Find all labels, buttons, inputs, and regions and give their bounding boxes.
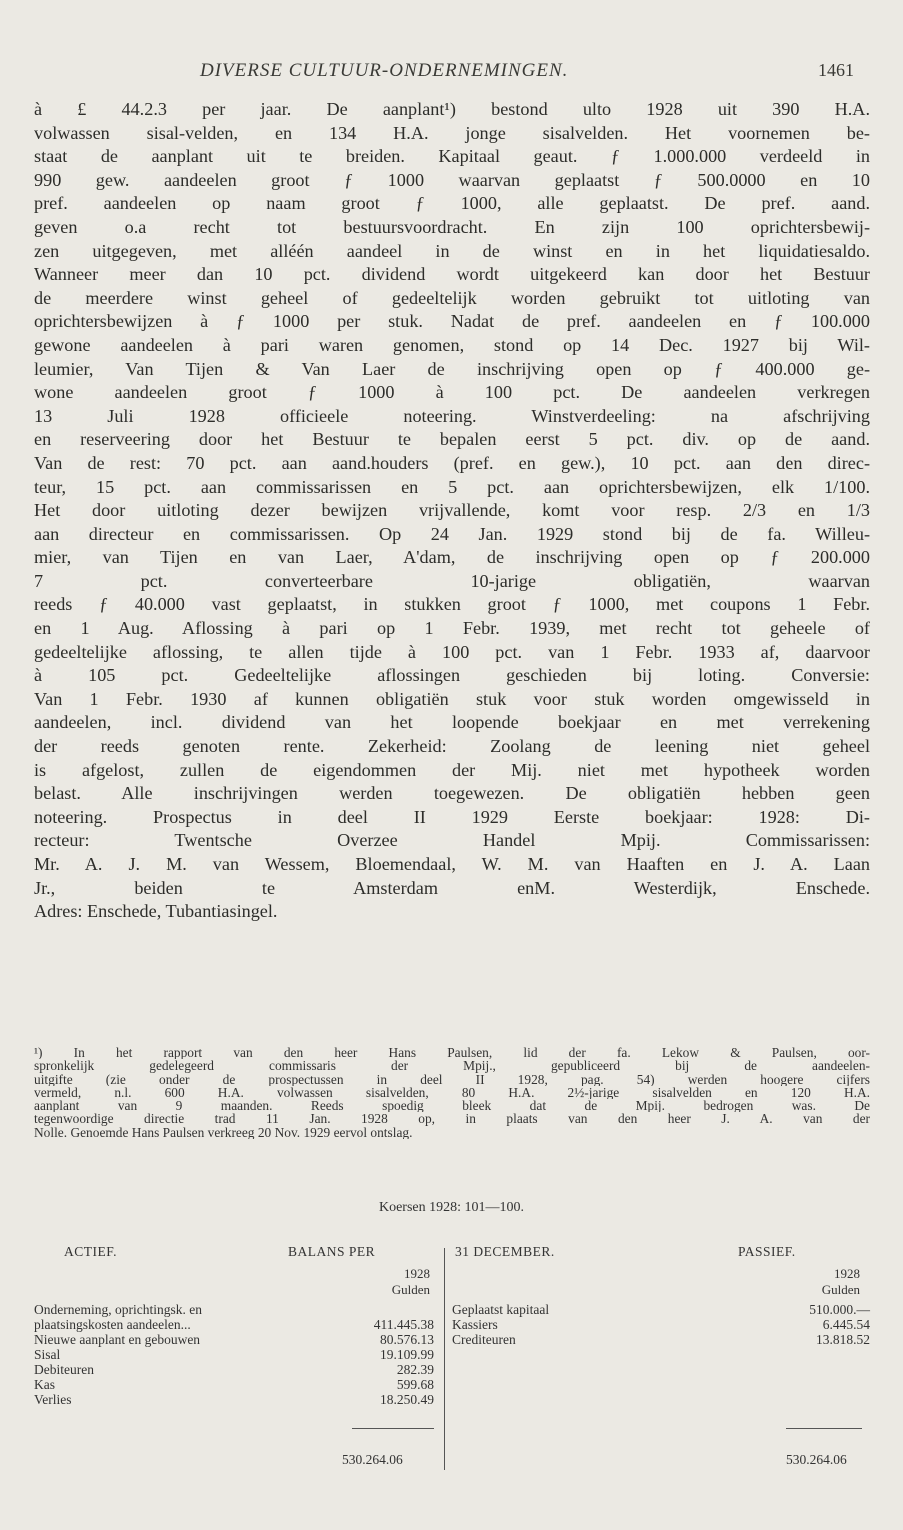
assets-amount: 18.250.49	[380, 1392, 434, 1407]
body-line: pref. aandeelen op naam groot ƒ 1000, alle geplaatst. De pref. aand.	[34, 193, 870, 214]
footnote-line: ¹) In het rapport van den heer Hans Paulsen, lid der fa. Lekow & Paulsen, oor-	[34, 1046, 870, 1060]
body-line: Het door uitloting dezer bewijzen vrijvallende, komt voor resp. 2/3 en 1/3	[34, 500, 870, 521]
assets-currency: Gulden	[391, 1282, 430, 1297]
footnote-line: tegenwoordige directie trad 11 Jan. 1928 op, in plaats van den heer J. A. van der	[34, 1112, 870, 1126]
footnote-line: vermeld, n.l. 600 H.A. volwassen sisalvelden, 80 H.A. 2½-jarige sisalvelden en 120 H.A.	[34, 1085, 870, 1100]
assets-total-rule	[352, 1428, 434, 1429]
assets-row	[34, 1362, 434, 1377]
footnote-line: uitgifte (zie onder de prospectussen in deel II 1928, pag. 54) werden hoogere cijfers	[34, 1072, 870, 1086]
assets-label: Onderneming, oprichtingsk. en	[34, 1302, 202, 1317]
column-divider	[444, 1248, 445, 1470]
body-line: gedeeltelijke aflossing, te allen tijde à 100 pct. van 1 Febr. 1933 af, daarvoor	[34, 641, 870, 662]
body-line: 7 pct. converteerbare 10-jarige obligatiën, waarvan	[34, 570, 870, 591]
footnote-line: Nolle. Genoemde Hans Paulsen verkreeg 20 Nov. 1929 eervol ontslag.	[34, 1125, 413, 1140]
body-line: Jr., beiden te Amsterdam enM. Westerdijk, Enschede.	[34, 877, 870, 898]
page-number: 1461	[818, 60, 854, 80]
body-line: Wanneer meer dan 10 pct. dividend wordt uitgekeerd kan door het Bestuur	[34, 264, 870, 285]
body-line: 990 gew. aandeelen groot ƒ 1000 waarvan geplaatst ƒ 500.0000 en 10	[34, 169, 870, 190]
koersen-line: Koersen 1928: 101—100.	[378, 1200, 525, 1215]
body-line: belast. Alle inschrijvingen werden toegewezen. De obligatiën hebben geen	[34, 783, 870, 804]
assets-row	[34, 1392, 434, 1407]
assets-amount: 411.445.38	[373, 1317, 434, 1332]
body-line: en 1 Aug. Aflossing à pari op 1 Febr. 1939, met recht tot geheele of	[34, 618, 870, 639]
body-line: zen uitgegeven, met alléén aandeel in de winst en in het liquidatiesaldo.	[34, 240, 870, 261]
assets-row	[34, 1377, 434, 1392]
liabilities-currency: Gulden	[821, 1282, 860, 1297]
assets-amount: 282.39	[396, 1362, 434, 1377]
body-line: Adres: Enschede, Tubantiasingel.	[34, 901, 278, 922]
actief-heading: ACTIEF.	[64, 1244, 118, 1259]
body-line: Mr. A. J. M. van Wessem, Bloemendaal, W. M. van Haaften en J. A. Laan	[34, 854, 870, 874]
assets-label: Nieuwe aanplant en gebouwen	[34, 1332, 201, 1347]
footnote	[34, 1046, 870, 1139]
body-line: Van de rest: 70 pct. aan aand.houders (pref. en gew.), 10 pct. aan den direc-	[34, 452, 870, 473]
liabilities-row	[452, 1302, 870, 1317]
liabilities-row	[452, 1317, 870, 1332]
body-line: der reeds genoten rente. Zekerheid: Zoolang de leening niet geheel	[34, 736, 870, 757]
body-line: de meerdere winst geheel of gedeeltelijk worden gebruikt tot uitloting van	[34, 287, 870, 308]
body-line: à 105 pct. Gedeeltelijke aflossingen geschieden bij loting. Conversie:	[34, 665, 870, 686]
body-line: oprichtersbewijzen à ƒ 1000 per stuk. Nadat de pref. aandeelen en ƒ 100.000	[34, 311, 870, 332]
footnote-line: spronkelijk gedelegeerd commissaris der Mpij., gepubliceerd bij de aandeelen-	[34, 1059, 870, 1073]
body-line: wone aandeelen groot ƒ 1000 à 100 pct. De aandeelen verkregen	[34, 382, 870, 403]
body-line: staat de aanplant uit te breiden. Kapitaal geaut. ƒ 1.000.000 verdeeld in	[34, 146, 870, 167]
footnote-line: aanplant van 9 maanden. Reeds spoedig bleek dat de Mpij. bedrogen was. De	[34, 1099, 870, 1113]
assets-amount: 80.576.13	[380, 1332, 434, 1347]
body-line: recteur: Twentsche Overzee Handel Mpij. Commissarissen:	[34, 830, 870, 851]
body-line: 13 Juli 1928 officieele noteering. Winstverdeeling: na afschrijving	[34, 405, 870, 426]
assets-label: Kas	[34, 1377, 55, 1392]
liabilities-amount: 13.818.52	[816, 1332, 870, 1347]
assets-row	[34, 1317, 434, 1332]
body-line: is afgelost, zullen de eigendommen der Mij. niet met hypotheek worden	[34, 759, 870, 780]
body-line: Van 1 Febr. 1930 af kunnen obligatiën stuk voor stuk worden omgewisseld in	[34, 688, 870, 709]
passief-heading: PASSIEF.	[738, 1244, 796, 1259]
header-title: DIVERSE CULTUUR-ONDERNEMINGEN.	[200, 60, 569, 81]
assets-amount: 19.109.99	[380, 1347, 434, 1362]
assets-row	[34, 1347, 434, 1362]
body-line: aandeelen, incl. dividend van het loopende boekjaar en met verrekening	[34, 712, 870, 733]
assets-year: 1928	[404, 1266, 430, 1281]
liabilities-label: Crediteuren	[452, 1332, 516, 1347]
assets-label: plaatsingskosten aandeelen...	[34, 1317, 191, 1332]
running-header	[0, 50, 903, 90]
body-line: volwassen sisal-velden, en 134 H.A. jonge sisalvelden. Het voornemen be-	[34, 122, 870, 143]
assets-label: Verlies	[34, 1392, 72, 1407]
assets-total: 530.264.06	[342, 1452, 403, 1467]
body-line: geven o.a recht tot bestuursvoordracht. En zijn 100 oprichtersbewij-	[34, 216, 870, 237]
body-line: à £ 44.2.3 per jaar. De aanplant¹) bestond ulto 1928 uit 390 H.A.	[34, 99, 870, 119]
liabilities-label: Geplaatst kapitaal	[452, 1302, 550, 1317]
liabilities-amount: 6.445.54	[822, 1317, 870, 1332]
body-line: reeds ƒ 40.000 vast geplaatst, in stukken groot ƒ 1000, met coupons 1 Febr.	[34, 594, 870, 615]
balance-title-left: BALANS PER	[288, 1244, 376, 1259]
assets-row	[34, 1332, 434, 1347]
body-line: gewone aandeelen à pari waren genomen, stond op 14 Dec. 1927 bij Wil-	[34, 334, 870, 355]
liabilities-amount: 510.000.—	[809, 1302, 870, 1317]
liabilities-total: 530.264.06	[786, 1452, 847, 1467]
assets-amount: 599.68	[396, 1377, 434, 1392]
assets-label: Sisal	[34, 1347, 61, 1362]
body-line: teur, 15 pct. aan commissarissen en 5 pct. aan oprichtersbewijzen, elk 1/100.	[34, 476, 870, 497]
liabilities-year: 1928	[834, 1266, 860, 1281]
liabilities-label: Kassiers	[452, 1317, 498, 1332]
assets-row	[34, 1302, 434, 1317]
body-text	[34, 98, 870, 924]
balance-sheet	[34, 1244, 870, 1474]
body-line: noteering. Prospectus in deel II 1929 Eerste boekjaar: 1928: Di-	[34, 806, 870, 827]
body-line: leumier, Van Tijen & Van Laer de inschrijving open op ƒ 400.000 ge-	[34, 358, 870, 379]
liabilities-total-rule	[786, 1428, 862, 1429]
body-line: aan directeur en commissarissen. Op 24 Jan. 1929 stond bij de fa. Willeu-	[34, 523, 870, 544]
body-line: en reserveering door het Bestuur te bepalen eerst 5 pct. div. op de aand.	[34, 429, 870, 450]
liabilities-row	[452, 1332, 870, 1347]
balance-title-right: 31 DECEMBER.	[455, 1244, 555, 1259]
body-line: mier, van Tijen en van Laer, A'dam, de inschrijving open op ƒ 200.000	[34, 547, 870, 568]
assets-label: Debiteuren	[34, 1362, 94, 1377]
